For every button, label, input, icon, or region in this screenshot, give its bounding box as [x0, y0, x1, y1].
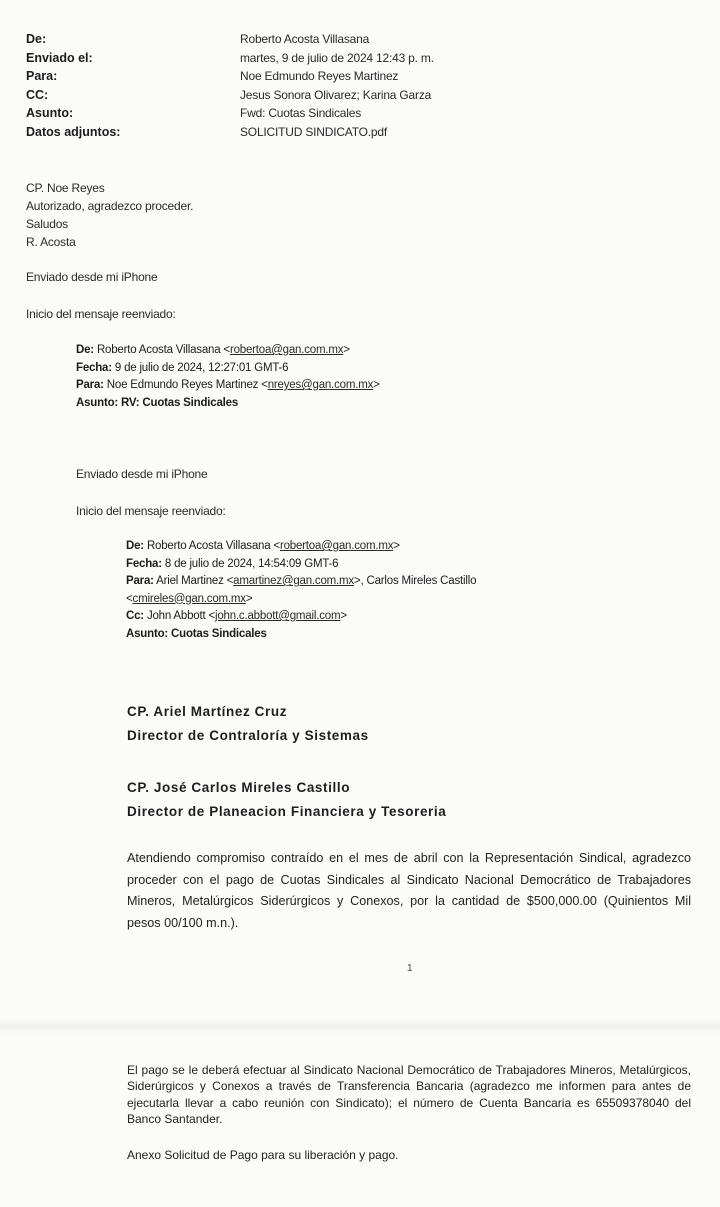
email-link[interactable]: nreyes@gan.com.mx	[267, 379, 374, 391]
email-header-values	[240, 30, 434, 141]
letter-paragraph-1: Atendiendo compromiso contraído en el mes de abril con la Representación Sindical, agradezco proceder con el pago de Cuotas Sindicales al Sindicato Nacional Democrático de Trabajadores Mineros, Metalúrgicos Siderúrgicos y Conexos, por la cantidad de $500,000.00 (Quinientos Mil pesos 00/100 m.n.).	[127, 851, 691, 930]
page-break	[0, 1018, 720, 1034]
email-link[interactable]: john.c.abbott@gmail.com	[215, 610, 341, 622]
header-label-subject: Asunto:	[26, 106, 74, 120]
message-body	[26, 179, 193, 251]
header-value-attachment[interactable]: SOLICITUD SINDICATO.pdf	[240, 124, 387, 139]
header-value-subject: Fwd: Cuotas Sindicales	[240, 106, 361, 120]
header-label-sent: Enviado el:	[26, 50, 93, 65]
recipient-1-title: Director de Contraloría y Sistemas	[127, 728, 369, 743]
body-line: Autorizado, agradezco proceder.	[26, 199, 194, 213]
forward2-to-cont: <cmireles@gan.com.mx>	[126, 592, 253, 605]
forward2-from: De: Roberto Acosta Villasana <robertoa@gan.com.mx>	[126, 540, 400, 552]
forward1-header	[76, 342, 380, 412]
header-label-from: De:	[26, 32, 47, 46]
recipient-1	[127, 700, 369, 748]
forward2-to: Para: Ariel Martinez <amartinez@gan.com.mx>, Carlos Mireles Castillo	[126, 575, 477, 587]
email-link[interactable]: robertoa@gan.com.mx	[229, 344, 344, 356]
page-number: 1	[407, 963, 413, 974]
recipient-1-name: CP. Ariel Martínez Cruz	[127, 704, 288, 719]
email-link[interactable]: amartinez@gan.com.mx	[233, 575, 354, 587]
forwarded-message-start: Inicio del mensaje reenviado:	[26, 307, 176, 321]
forward1-from: De: Roberto Acosta Villasana <robertoa@gan.com.mx>	[76, 344, 350, 356]
header-value-to: Noe Edmundo Reyes Martinez	[240, 69, 399, 83]
recipient-2	[127, 776, 446, 824]
header-value-sent: martes, 9 de julio de 2024 12:43 p. m.	[240, 50, 434, 65]
forward2-subject: Asunto: Cuotas Sindicales	[126, 627, 267, 640]
email-link[interactable]: cmireles@gan.com.mx	[132, 592, 246, 605]
letter-paragraph-3: Anexo Solicitud de Pago para su liberación y pago.	[127, 1148, 399, 1162]
recipient-2-title: Director de Planeacion Financiera y Tesoreria	[127, 804, 447, 819]
header-value-cc: Jesus Sonora Olivarez; Karina Garza	[240, 87, 432, 102]
body-line: CP. Noe Reyes	[26, 181, 105, 195]
forward2-date: Fecha: 8 de julio de 2024, 14:54:09 GMT-6	[126, 557, 339, 570]
forward1-subject: Asunto: RV: Cuotas Sindicales	[76, 396, 239, 409]
email-header-labels	[26, 30, 120, 141]
recipient-2-name: CP. José Carlos Mireles Castillo	[127, 780, 351, 795]
body-line: Saludos	[26, 217, 68, 231]
forward2-cc: Cc: John Abbott <john.c.abbott@gmail.com>	[126, 610, 347, 622]
header-label-attachments: Datos adjuntos:	[26, 124, 121, 139]
forward2-header	[126, 538, 476, 643]
sent-from-iphone: Enviado desde mi iPhone	[26, 270, 158, 284]
sent-from-iphone-2: Enviado desde mi iPhone	[76, 467, 208, 481]
header-label-to: Para:	[26, 69, 58, 83]
forwarded-message-start-2: Inicio del mensaje reenviado:	[76, 504, 226, 518]
letter-paragraph-2: El pago se le deberá efectuar al Sindicato Nacional Democrático de Trabajadores Mineros, Metalúrgicos, Siderúrgicos y Conexos a través de Transferencia Bancaria (agradezco me informen para antes de ejecutarla llevar a cabo reunión con Sindicato); el número de Cuenta Bancaria es 65509378040 del Banco Santander.	[127, 1063, 691, 1127]
header-label-cc: CC:	[26, 87, 49, 102]
header-value-from: Roberto Acosta Villasana	[240, 32, 370, 46]
email-link[interactable]: robertoa@gan.com.mx	[279, 540, 394, 552]
forward1-date: Fecha: 9 de julio de 2024, 12:27:01 GMT-6	[76, 361, 289, 374]
forward1-to: Para: Noe Edmundo Reyes Martinez <nreyes@gan.com.mx>	[76, 379, 380, 391]
body-line: R. Acosta	[26, 235, 76, 249]
